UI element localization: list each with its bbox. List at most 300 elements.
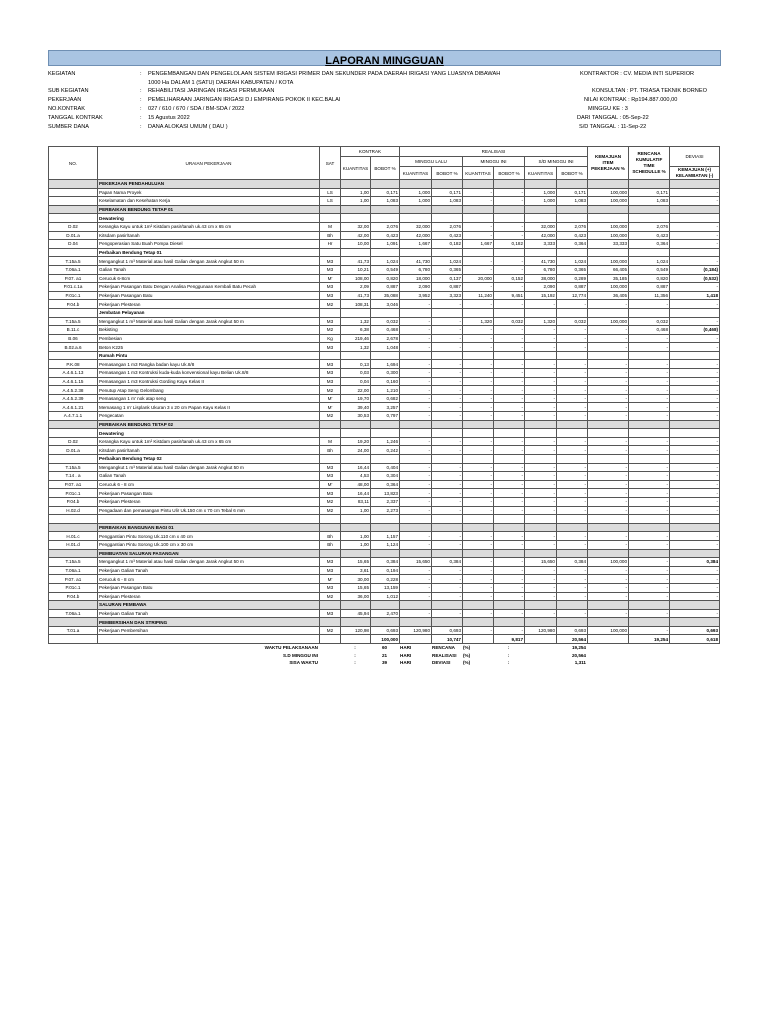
table-cell: 13,823 xyxy=(371,489,400,498)
table-cell: M3 xyxy=(320,566,341,575)
table-cell: 83,11 xyxy=(341,497,371,506)
table-cell: - xyxy=(463,540,494,549)
table-cell: (0,532) xyxy=(670,274,720,283)
table-cell: - xyxy=(494,532,525,541)
col-kontrak-bobot: BOBOT % xyxy=(371,157,400,180)
table-cell: M' xyxy=(320,403,341,412)
table-cell: - xyxy=(629,626,670,635)
table-cell: - xyxy=(525,360,557,369)
table-cell xyxy=(670,214,720,223)
table-cell: 0,384 xyxy=(557,558,588,567)
table-cell: - xyxy=(494,377,525,386)
table-cell: - xyxy=(588,446,629,455)
table-cell xyxy=(400,205,432,214)
table-cell: 0,032 xyxy=(371,317,400,326)
table-cell: Galian Tanah xyxy=(98,265,320,274)
table-cell: M3 xyxy=(320,291,341,300)
table-cell xyxy=(525,420,557,429)
table-cell: 100,000 xyxy=(588,558,629,567)
table-cell: 0,194 xyxy=(371,566,400,575)
table-cell: - xyxy=(670,240,720,249)
table-cell xyxy=(463,515,494,524)
table-cell xyxy=(341,420,371,429)
table-row xyxy=(49,472,720,481)
table-cell: - xyxy=(588,360,629,369)
table-cell xyxy=(494,549,525,558)
report-title-bar xyxy=(48,50,721,66)
table-row xyxy=(49,343,720,352)
table-cell: M3 xyxy=(320,360,341,369)
table-cell: D.02 xyxy=(49,222,98,231)
table-cell: - xyxy=(494,231,525,240)
table-cell: 0,365 xyxy=(432,265,463,274)
table-cell xyxy=(629,601,670,610)
table-cell: - xyxy=(494,326,525,335)
table-cell: - xyxy=(557,437,588,446)
table-cell: - xyxy=(432,334,463,343)
table-cell: - xyxy=(494,489,525,498)
table-cell: 0,364 xyxy=(557,240,588,249)
blank-row xyxy=(49,515,720,524)
table-cell: 1,000 xyxy=(525,197,557,206)
table-cell: - xyxy=(400,377,432,386)
table-cell: - xyxy=(525,540,557,549)
table-cell xyxy=(432,248,463,257)
table-cell: - xyxy=(432,566,463,575)
table-cell: - xyxy=(525,506,557,515)
table-cell: 0,032 xyxy=(557,317,588,326)
table-cell xyxy=(49,180,98,189)
table-cell xyxy=(400,455,432,464)
table-cell xyxy=(463,635,494,644)
table-cell xyxy=(588,618,629,627)
table-cell: - xyxy=(463,566,494,575)
table-cell: 0,137 xyxy=(432,274,463,283)
table-cell: - xyxy=(463,377,494,386)
table-cell xyxy=(341,351,371,360)
section-title: SALURAN PEMBAWA xyxy=(98,601,320,610)
table-cell: - xyxy=(463,583,494,592)
table-cell: 2,076 xyxy=(557,222,588,231)
table-cell xyxy=(463,455,494,464)
table-cell: - xyxy=(525,480,557,489)
table-cell xyxy=(588,549,629,558)
table-cell: - xyxy=(463,326,494,335)
table-cell xyxy=(371,248,400,257)
footer-val: 20,564 xyxy=(571,652,586,658)
table-cell: - xyxy=(463,489,494,498)
table-cell: 2,090 xyxy=(400,283,432,292)
table-cell: M3 xyxy=(320,257,341,266)
table-cell: 45,94 xyxy=(341,609,371,618)
col-rencana: RENCANA KUMULATIF TIME SCHEDULLE % xyxy=(629,147,670,180)
table-cell xyxy=(629,515,670,524)
table-cell: - xyxy=(463,394,494,403)
table-cell: A.4.6.1.13 xyxy=(49,369,98,378)
table-cell: - xyxy=(557,575,588,584)
table-cell: - xyxy=(588,575,629,584)
table-cell xyxy=(557,549,588,558)
table-cell: - xyxy=(400,386,432,395)
table-cell: T.06a.1 xyxy=(49,609,98,618)
table-cell: - xyxy=(525,403,557,412)
table-cell: - xyxy=(557,497,588,506)
table-cell: - xyxy=(588,583,629,592)
table-cell: - xyxy=(494,446,525,455)
table-row xyxy=(49,609,720,618)
table-cell: Pembesian xyxy=(98,334,320,343)
table-cell: 0,423 xyxy=(557,231,588,240)
table-cell: 0,693 xyxy=(371,626,400,635)
table-cell: - xyxy=(463,472,494,481)
table-cell: - xyxy=(670,377,720,386)
footer-label: WAKTU PELAKSANAAN xyxy=(264,645,318,651)
table-cell: - xyxy=(494,472,525,481)
table-cell: A.4.6.1.15 xyxy=(49,377,98,386)
table-cell: - xyxy=(629,463,670,472)
table-cell xyxy=(49,351,98,360)
table-cell: - xyxy=(400,532,432,541)
table-cell: - xyxy=(629,360,670,369)
report-header: KEGIATAN : PENGEMBANGAN DAN PENGELOLAAN SISTEM IRIGASI PRIMER DAN SEKUNDER PADA DAERAH IRIGASI YANG LUASNYA DIBAWAH 1000 Ha DALAM 1 (SATU) DAERAH KABUPATEN / KOTA SUB KEGIATAN : REHABILITASI JARINGAN IRIGASI PERMUKAAN PEKERJAAN : PEMELIHARAAN JARINGAN IRIGASI D.I EMPIRANG POKOK II KEC.BALAI NO.KONTRAK : 027 / 610 / 670 / SDA / BM-SDA / 2022 TANGGAL KONTRAK : 15 Agustus 2022 SUMBER DANA : DANA ALOKASI UMUM ( DAU ) KONTRAKTOR : CV. MEDIA INTI SUPERIOR KONSULTAN : PT. TRIASA TEKNIK BORNEO NILAI KONTRAK : Rp194.887.000,00 MINGGU KE : 3 DARI TANGGAL : 05-Sep-22 S/D TANGGAL : 11-Sep-22 xyxy=(48,71,707,130)
footer-cell xyxy=(524,659,556,667)
table-cell xyxy=(371,549,400,558)
table-cell: 0,820 xyxy=(371,274,400,283)
table-cell: 120,980 xyxy=(400,626,432,635)
table-cell: 0,032 xyxy=(629,317,670,326)
footer-cell xyxy=(669,659,719,667)
table-cell: - xyxy=(525,592,557,601)
header-minggu-ke: MINGGU KE : 3 xyxy=(588,106,628,112)
table-cell: Pengoperasian Satu Buah Pompa Diesel xyxy=(98,240,320,249)
table-row xyxy=(49,566,720,575)
table-cell: M xyxy=(320,222,341,231)
table-cell xyxy=(371,420,400,429)
footer-num: 39 xyxy=(381,660,388,666)
table-cell: - xyxy=(494,497,525,506)
table-cell xyxy=(49,455,98,464)
table-cell: Mengangkut 1 m³ Material atau hasil Galian dengan Jarak Angkut 50 m xyxy=(98,558,320,567)
table-cell xyxy=(432,214,463,223)
table-cell: 1,210 xyxy=(371,386,400,395)
table-cell: Cerucuk 6-8cm xyxy=(98,274,320,283)
table-cell: A.4.7.1.1 xyxy=(49,412,98,421)
table-cell xyxy=(463,351,494,360)
table-cell: 1,083 xyxy=(629,197,670,206)
table-cell: Pekerjaan Pasangan Batu xyxy=(98,583,320,592)
table-cell: Pekerjaan Pembersihan xyxy=(98,626,320,635)
table-cell: 2,076 xyxy=(432,222,463,231)
table-cell: 15,650 xyxy=(525,558,557,567)
table-cell xyxy=(557,455,588,464)
table-cell: - xyxy=(432,300,463,309)
table-cell: - xyxy=(629,609,670,618)
table-cell xyxy=(400,429,432,438)
footer-cell xyxy=(628,652,669,660)
table-cell: - xyxy=(463,265,494,274)
table-cell: - xyxy=(670,609,720,618)
table-cell: Pemasangan 1 m3 Rangka badan kayu Uk.8/8 xyxy=(98,360,320,369)
table-cell xyxy=(432,601,463,610)
table-cell: P.07. a1 xyxy=(49,480,98,489)
report-title: LAPORAN MINGGUAN xyxy=(325,55,444,67)
table-cell xyxy=(463,523,494,532)
table-cell: M' xyxy=(320,480,341,489)
table-cell: D.04 xyxy=(49,240,98,249)
table-cell: - xyxy=(670,480,720,489)
table-cell: 48,00 xyxy=(341,480,371,489)
table-cell: 0,404 xyxy=(371,463,400,472)
table-cell xyxy=(463,549,494,558)
col-minggu-lalu: MINGGU LALU xyxy=(400,157,463,167)
table-cell xyxy=(629,523,670,532)
table-cell xyxy=(49,308,98,317)
table-cell xyxy=(629,351,670,360)
table-cell: - xyxy=(629,489,670,498)
table-cell: Papan Nama Proyek xyxy=(98,188,320,197)
footer-num: 60 xyxy=(381,645,388,651)
table-row xyxy=(49,489,720,498)
table-cell xyxy=(320,549,341,558)
table-cell: P.01c.1 xyxy=(49,489,98,498)
table-row xyxy=(49,240,720,249)
table-cell: 1,024 xyxy=(432,257,463,266)
table-cell: 0,300 xyxy=(371,369,400,378)
table-cell xyxy=(400,515,432,524)
table-cell: 100,000 xyxy=(588,222,629,231)
table-cell: - xyxy=(557,300,588,309)
table-cell: 0,152 xyxy=(494,274,525,283)
table-cell: 100,000 xyxy=(588,257,629,266)
table-cell: 1,000 xyxy=(400,188,432,197)
table-cell: T.15a.5 xyxy=(49,558,98,567)
table-cell: 0,887 xyxy=(629,283,670,292)
table-cell: 1,024 xyxy=(371,257,400,266)
table-cell: - xyxy=(557,369,588,378)
section-title: Rumah Pintu xyxy=(98,351,320,360)
table-row xyxy=(49,592,720,601)
footer-colon: : xyxy=(354,645,356,651)
table-cell: - xyxy=(557,472,588,481)
table-cell: - xyxy=(494,583,525,592)
table-cell: - xyxy=(400,412,432,421)
table-cell: 15,65 xyxy=(341,558,371,567)
table-cell: 1,00 xyxy=(341,188,371,197)
col-kemajuan-item: KEMAJUAN ITEM PEKERJAAN % xyxy=(588,147,629,180)
table-cell: 1,418 xyxy=(670,291,720,300)
table-cell: - xyxy=(494,558,525,567)
table-cell xyxy=(588,214,629,223)
table-cell: 1,00 xyxy=(341,532,371,541)
table-cell: Bh xyxy=(320,231,341,240)
table-cell: - xyxy=(525,532,557,541)
table-cell: 1,012 xyxy=(371,592,400,601)
footer-pctc: : xyxy=(507,660,510,666)
table-cell xyxy=(371,523,400,532)
table-cell: 1,024 xyxy=(629,257,670,266)
table-cell: M' xyxy=(320,575,341,584)
table-cell: T.14 . a xyxy=(49,472,98,481)
table-cell: - xyxy=(629,386,670,395)
table-cell: - xyxy=(494,222,525,231)
table-cell: - xyxy=(557,480,588,489)
table-cell xyxy=(98,515,320,524)
section-row xyxy=(49,205,720,214)
table-cell: - xyxy=(588,532,629,541)
table-row xyxy=(49,369,720,378)
table-cell: Bh xyxy=(320,540,341,549)
table-cell: 0,171 xyxy=(557,188,588,197)
table-cell: - xyxy=(463,222,494,231)
table-cell: - xyxy=(629,540,670,549)
table-cell: T.01.a xyxy=(49,626,98,635)
table-cell: 19,70 xyxy=(341,394,371,403)
table-head xyxy=(49,147,720,180)
table-cell: - xyxy=(400,480,432,489)
table-cell: - xyxy=(494,188,525,197)
table-cell xyxy=(49,515,98,524)
table-cell: - xyxy=(432,575,463,584)
table-cell: - xyxy=(670,437,720,446)
table-cell: - xyxy=(432,480,463,489)
table-cell: - xyxy=(629,558,670,567)
footer-cell xyxy=(669,644,719,652)
section-title: PERBAIKAN BANGUNAN BAGI 01 xyxy=(98,523,320,532)
table-cell: - xyxy=(525,463,557,472)
table-cell: 24,00 xyxy=(341,446,371,455)
table-cell: 36,405 xyxy=(588,291,629,300)
table-cell: 1,000 xyxy=(400,197,432,206)
table-cell: 100,000 xyxy=(588,317,629,326)
table-cell xyxy=(494,351,525,360)
table-cell: 35,088 xyxy=(371,291,400,300)
table-cell xyxy=(557,601,588,610)
table-row xyxy=(49,274,720,283)
col-sat: SAT xyxy=(320,147,341,180)
section-row xyxy=(49,601,720,610)
table-cell: 0,693 xyxy=(557,626,588,635)
table-row xyxy=(49,188,720,197)
col-ini-kuantitas: KUANTITAS xyxy=(463,167,494,180)
table-cell: Cerucuk 6 - 8 cm xyxy=(98,480,320,489)
table-cell: 20,000 xyxy=(463,274,494,283)
table-cell: Keselamatan dan Kesehatan Kerja xyxy=(98,197,320,206)
footer-label: SISA WAKTU xyxy=(289,660,318,666)
table-cell xyxy=(49,635,98,644)
table-cell: 0,887 xyxy=(371,283,400,292)
table-cell: (0,184) xyxy=(670,265,720,274)
table-cell: 219,46 xyxy=(341,334,371,343)
table-cell xyxy=(463,308,494,317)
table-cell: - xyxy=(463,497,494,506)
table-cell: 0,04 xyxy=(341,377,371,386)
table-cell: - xyxy=(400,472,432,481)
table-cell xyxy=(629,180,670,189)
table-cell: P.07. a1 xyxy=(49,575,98,584)
table-cell: M3 xyxy=(320,343,341,352)
table-cell: 2,470 xyxy=(371,609,400,618)
table-cell: - xyxy=(463,300,494,309)
table-cell: Kerangka Kayu untuk 1m² Kistdam pasir/tanah uk.43 cm x 65 cm xyxy=(98,222,320,231)
table-cell: Pengadaan dan pemasangan Pintu Ulir Uk.150 cm x 70 cm Tebal 6 mm xyxy=(98,506,320,515)
table-cell: LS xyxy=(320,197,341,206)
table-cell: 1,320 xyxy=(463,317,494,326)
table-cell xyxy=(670,205,720,214)
table-cell: - xyxy=(494,386,525,395)
table-cell: - xyxy=(463,334,494,343)
table-cell: Bekisting xyxy=(98,326,320,335)
table-cell: M3 xyxy=(320,558,341,567)
table-cell: Memasang 1 m' Lisplank Ukuran 3 x 20 cm Papan Kayu Kelas II xyxy=(98,403,320,412)
table-cell: H.02.d xyxy=(49,506,98,515)
table-cell xyxy=(588,420,629,429)
table-cell: - xyxy=(588,412,629,421)
table-cell: 0,365 xyxy=(557,265,588,274)
table-cell: - xyxy=(494,369,525,378)
table-cell: - xyxy=(525,300,557,309)
table-cell: 0,423 xyxy=(432,231,463,240)
table-cell xyxy=(320,635,341,644)
table-cell xyxy=(371,308,400,317)
table-cell xyxy=(629,429,670,438)
table-cell xyxy=(525,549,557,558)
table-cell: 41,73 xyxy=(341,257,371,266)
table-cell: 100,000 xyxy=(371,635,400,644)
table-cell xyxy=(371,214,400,223)
table-row xyxy=(49,283,720,292)
footer-label: S.D MINGGU INI xyxy=(283,652,318,658)
table-cell xyxy=(49,248,98,257)
table-cell xyxy=(670,180,720,189)
col-kemajuan-kelambatan: KEMAJUAN (+) KELAMBATAN (-) xyxy=(670,167,720,180)
table-cell: 15,650 xyxy=(400,558,432,567)
table-cell: Pekerjaan Plesteran xyxy=(98,300,320,309)
table-row xyxy=(49,360,720,369)
table-cell: - xyxy=(432,463,463,472)
table-cell: 33,333 xyxy=(588,240,629,249)
table-cell xyxy=(463,248,494,257)
table-cell xyxy=(670,248,720,257)
table-cell: 19,254 xyxy=(629,635,670,644)
table-cell: - xyxy=(670,283,720,292)
table-cell xyxy=(320,523,341,532)
table-cell xyxy=(525,455,557,464)
table-cell: - xyxy=(557,412,588,421)
table-cell: - xyxy=(670,506,720,515)
table-cell: - xyxy=(463,626,494,635)
table-cell xyxy=(400,523,432,532)
table-cell: - xyxy=(670,231,720,240)
table-row xyxy=(49,300,720,309)
table-cell xyxy=(588,180,629,189)
footer-pct: (%) xyxy=(463,652,471,658)
table-cell: 11,240 xyxy=(463,291,494,300)
header-konsultan: KONSULTAN : PT. TRIASA TEKNIK BORNEO xyxy=(592,88,707,94)
table-cell: - xyxy=(494,343,525,352)
table-cell: 3,323 xyxy=(432,291,463,300)
table-cell: B.06 xyxy=(49,334,98,343)
table-cell xyxy=(341,214,371,223)
table-cell: - xyxy=(670,386,720,395)
table-cell xyxy=(463,601,494,610)
table-cell: - xyxy=(670,369,720,378)
table-cell xyxy=(557,515,588,524)
table-cell: 41,73 xyxy=(341,291,371,300)
table-cell: - xyxy=(463,231,494,240)
col-minggu-ini: MINGGU INI xyxy=(463,157,525,167)
table-cell: - xyxy=(557,360,588,369)
table-cell: - xyxy=(525,394,557,403)
